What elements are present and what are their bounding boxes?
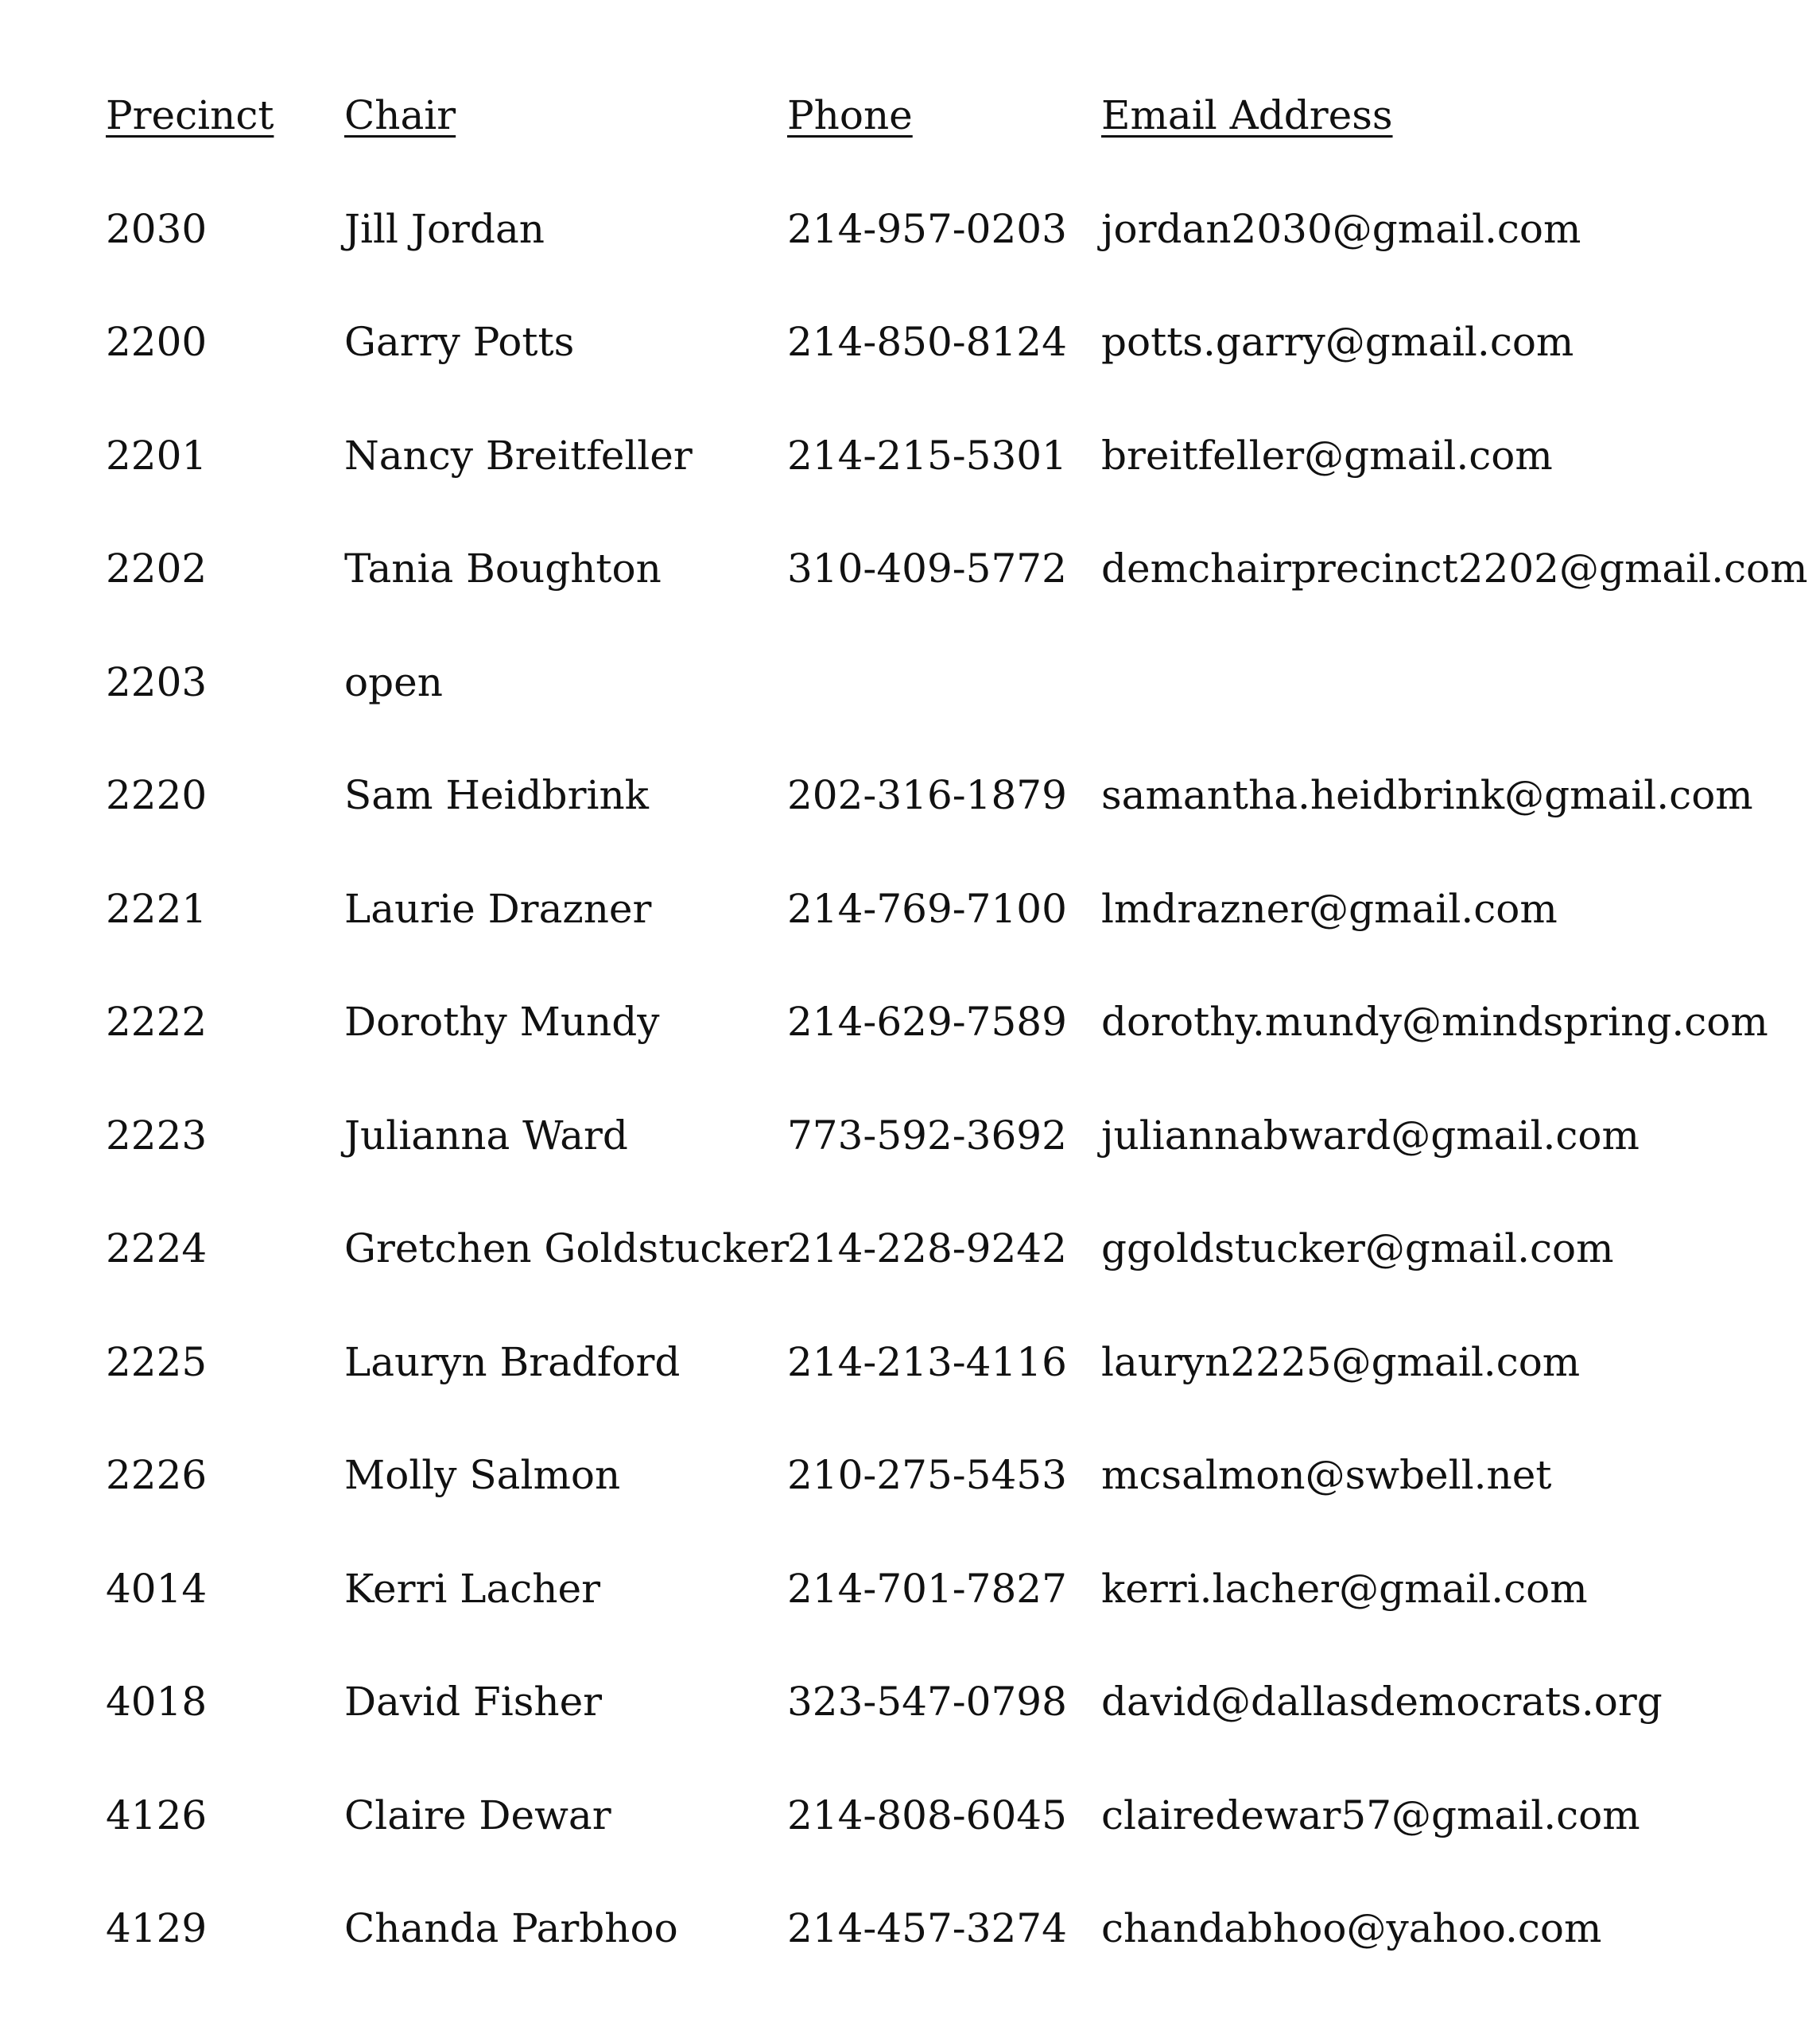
chair-cell: Claire Dewar xyxy=(344,1792,611,1838)
email-cell: chandabhoo@yahoo.com xyxy=(1101,1905,1602,1951)
table-row xyxy=(0,306,1820,378)
precinct-cell: 2030 xyxy=(106,206,208,252)
precinct-cell: 4018 xyxy=(106,1679,208,1725)
phone-cell: 214-808-6045 xyxy=(787,1792,1067,1838)
precinct-cell: 2225 xyxy=(106,1339,208,1385)
phone-cell: 214-701-7827 xyxy=(787,1566,1067,1612)
chair-cell: Sam Heidbrink xyxy=(344,772,649,818)
precinct-cell: 4014 xyxy=(106,1566,208,1612)
table-row xyxy=(0,1893,1820,1964)
chair-cell: David Fisher xyxy=(344,1679,603,1725)
table-row xyxy=(0,420,1820,491)
email-cell: clairedewar57@gmail.com xyxy=(1101,1792,1640,1838)
table-row xyxy=(0,759,1820,831)
table-row xyxy=(0,1439,1820,1511)
precinct-cell: 2221 xyxy=(106,886,208,932)
phone-cell: 214-957-0203 xyxy=(787,206,1067,252)
chair-cell: Garry Potts xyxy=(344,319,575,365)
table-row xyxy=(0,1326,1820,1398)
table-row xyxy=(0,533,1820,604)
email-cell: samantha.heidbrink@gmail.com xyxy=(1101,772,1753,818)
table-row xyxy=(0,1666,1820,1737)
phone-cell: 210-275-5453 xyxy=(787,1452,1067,1498)
chair-cell: Kerri Lacher xyxy=(344,1566,600,1612)
chair-cell: Julianna Ward xyxy=(344,1112,628,1159)
phone-cell: 773-592-3692 xyxy=(787,1112,1067,1159)
header-phone: Phone xyxy=(787,92,913,138)
header-chair: Chair xyxy=(344,92,456,138)
precinct-cell: 4126 xyxy=(106,1792,208,1838)
chair-cell: Molly Salmon xyxy=(344,1452,621,1498)
table-row xyxy=(0,193,1820,265)
phone-cell: 214-215-5301 xyxy=(787,433,1067,479)
chair-cell: Dorothy Mundy xyxy=(344,999,660,1045)
precinct-cell: 2203 xyxy=(106,659,208,705)
chair-cell: Gretchen Goldstucker xyxy=(344,1225,790,1271)
table-row xyxy=(0,986,1820,1058)
header-precinct: Precinct xyxy=(106,92,274,138)
email-cell: lauryn2225@gmail.com xyxy=(1101,1339,1581,1385)
email-cell: dorothy.mundy@mindspring.com xyxy=(1101,999,1768,1045)
precinct-cell: 2223 xyxy=(106,1112,208,1159)
phone-cell: 214-850-8124 xyxy=(787,319,1067,365)
precinct-cell: 2200 xyxy=(106,319,208,365)
precinct-cell: 2226 xyxy=(106,1452,208,1498)
chair-cell: Lauryn Bradford xyxy=(344,1339,681,1385)
email-cell: david@dallasdemocrats.org xyxy=(1101,1679,1663,1725)
precinct-cell: 2222 xyxy=(106,999,208,1045)
precinct-cell: 2201 xyxy=(106,433,208,479)
phone-cell: 214-629-7589 xyxy=(787,999,1067,1045)
table-row xyxy=(0,873,1820,945)
chair-cell: Jill Jordan xyxy=(344,206,545,252)
table-row xyxy=(0,646,1820,718)
header-email: Email Address xyxy=(1101,92,1393,138)
email-cell: ggoldstucker@gmail.com xyxy=(1101,1225,1614,1271)
precinct-cell: 2202 xyxy=(106,545,208,592)
phone-cell: 310-409-5772 xyxy=(787,545,1067,592)
email-cell: breitfeller@gmail.com xyxy=(1101,433,1553,479)
email-cell: potts.garry@gmail.com xyxy=(1101,319,1574,365)
phone-cell: 214-228-9242 xyxy=(787,1225,1067,1271)
phone-cell: 214-769-7100 xyxy=(787,886,1067,932)
email-cell: demchairprecinct2202@gmail.com xyxy=(1101,545,1808,592)
email-cell: mcsalmon@swbell.net xyxy=(1101,1452,1552,1498)
table-row xyxy=(0,1100,1820,1171)
table-row xyxy=(0,1553,1820,1625)
table-row xyxy=(0,1213,1820,1284)
phone-cell: 202-316-1879 xyxy=(787,772,1067,818)
email-cell: jordan2030@gmail.com xyxy=(1101,206,1581,252)
phone-cell: 214-213-4116 xyxy=(787,1339,1067,1385)
email-cell: lmdrazner@gmail.com xyxy=(1101,886,1558,932)
header-row xyxy=(0,80,1820,151)
precinct-cell: 2220 xyxy=(106,772,208,818)
precinct-cell: 4129 xyxy=(106,1905,208,1951)
chair-cell: Tania Boughton xyxy=(344,545,662,592)
phone-cell: 323-547-0798 xyxy=(787,1679,1067,1725)
chair-cell: open xyxy=(344,659,443,705)
phone-cell: 214-457-3274 xyxy=(787,1905,1067,1951)
chair-cell: Laurie Drazner xyxy=(344,886,652,932)
chair-cell: Nancy Breitfeller xyxy=(344,433,693,479)
email-cell: kerri.lacher@gmail.com xyxy=(1101,1566,1588,1612)
chair-cell: Chanda Parbhoo xyxy=(344,1905,678,1951)
email-cell: juliannabward@gmail.com xyxy=(1101,1112,1640,1159)
precinct-cell: 2224 xyxy=(106,1225,208,1271)
table-row xyxy=(0,1780,1820,1851)
